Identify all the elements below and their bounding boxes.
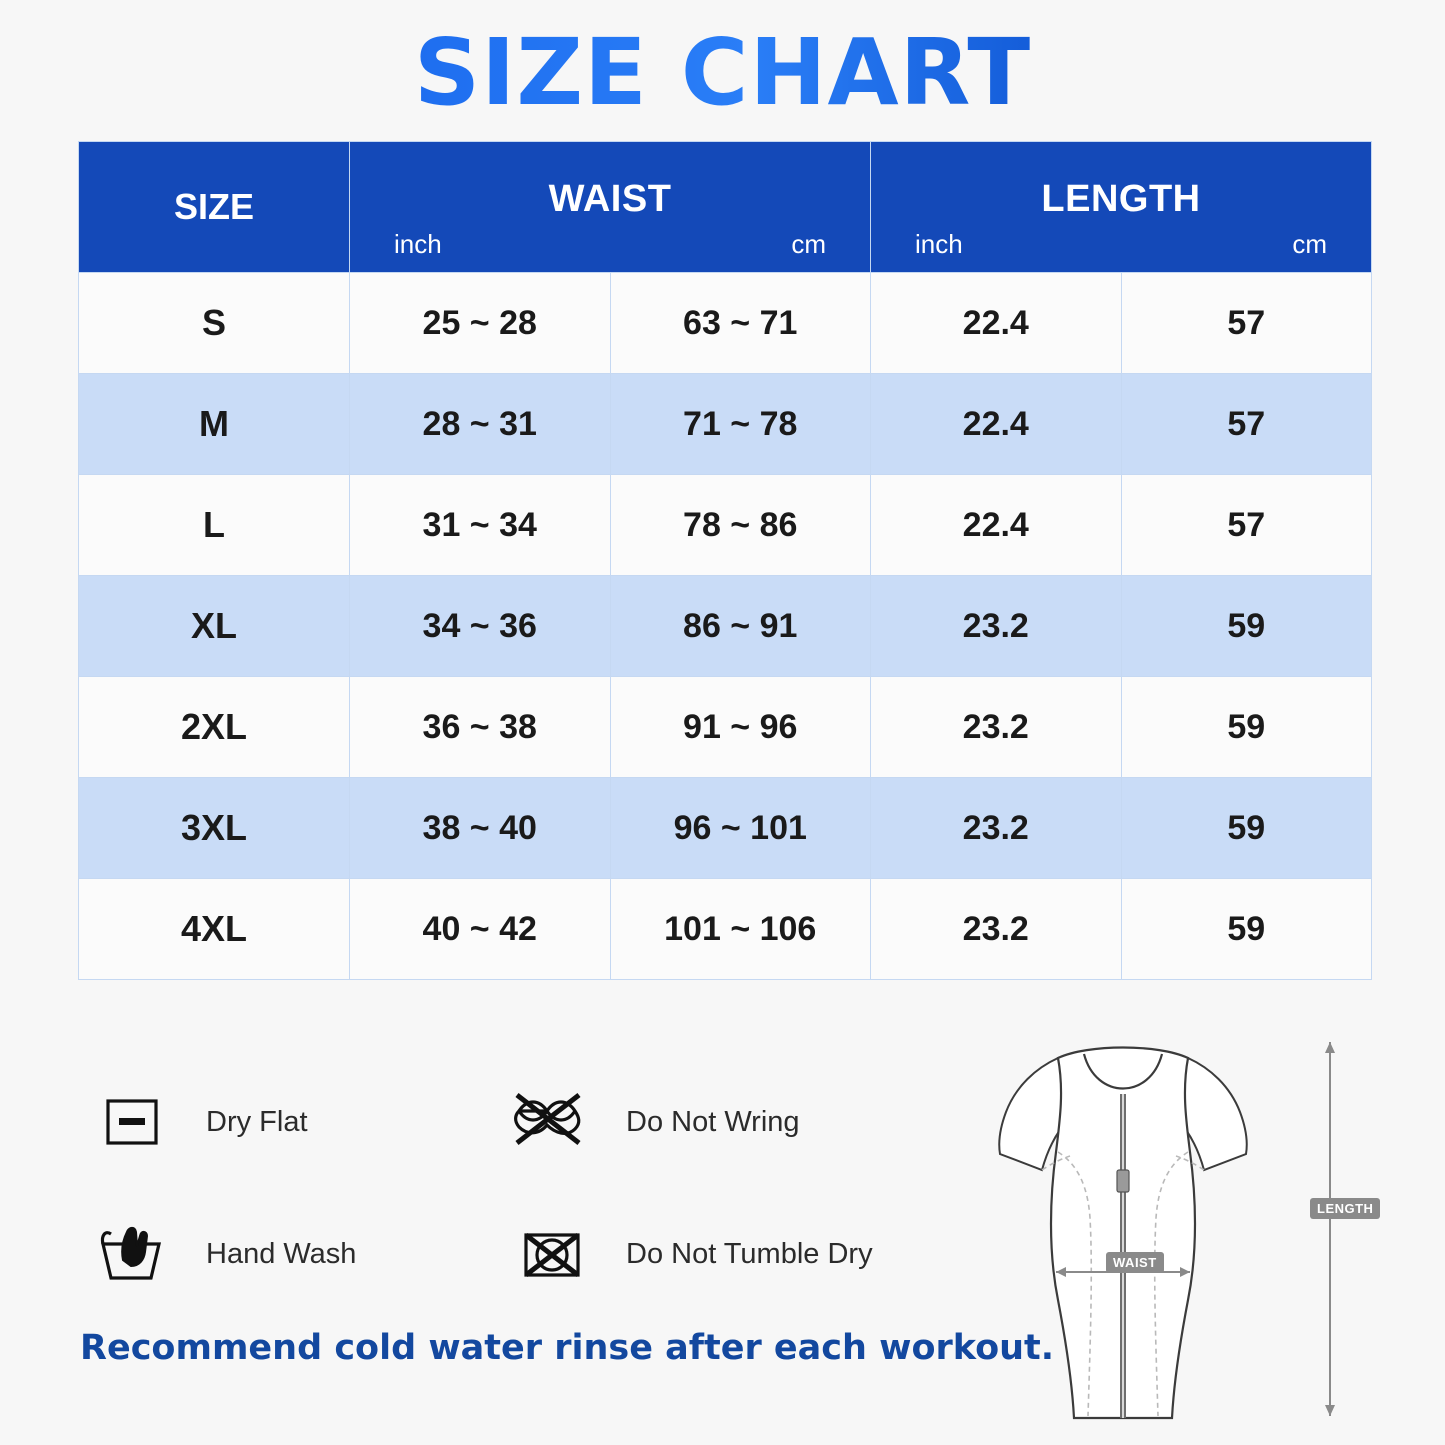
care-instructions-grid (86, 1056, 956, 1320)
cell-waist-inch: 36 ~ 38 (350, 677, 611, 778)
do-not-tumble-dry-icon (506, 1208, 598, 1300)
table-row (79, 778, 1372, 879)
cell-waist-inch: 31 ~ 34 (350, 475, 611, 576)
dry-flat-icon (86, 1076, 178, 1168)
cell-size: 3XL (79, 778, 350, 879)
length-unit-cm: cm (1292, 229, 1327, 260)
cell-waist-cm: 86 ~ 91 (610, 576, 871, 677)
care-note: Recommend cold water rinse after each workout. (80, 1328, 1055, 1368)
table-head (79, 142, 1372, 273)
cell-waist-cm: 63 ~ 71 (610, 273, 871, 374)
column-header-length-units (871, 221, 1371, 260)
cell-length-inch: 23.2 (871, 778, 1122, 879)
care-label-dry-flat: Dry Flat (206, 1105, 308, 1138)
cell-waist-cm: 78 ~ 86 (610, 475, 871, 576)
table-row (79, 677, 1372, 778)
length-unit-inch: inch (915, 229, 963, 260)
cell-size: S (79, 273, 350, 374)
table-body (79, 273, 1372, 980)
column-header-waist (350, 142, 871, 273)
cell-waist-inch: 34 ~ 36 (350, 576, 611, 677)
care-and-diagram-section (78, 1028, 1374, 1418)
table-row (79, 576, 1372, 677)
care-item-do-not-tumble-dry (506, 1208, 926, 1300)
cell-waist-cm: 101 ~ 106 (610, 879, 871, 980)
care-row-2 (86, 1188, 956, 1320)
cell-length-inch: 23.2 (871, 576, 1122, 677)
size-chart-table (78, 141, 1372, 980)
cell-waist-inch: 28 ~ 31 (350, 374, 611, 475)
cell-waist-cm: 71 ~ 78 (610, 374, 871, 475)
column-header-waist-units (350, 221, 870, 260)
cell-length-cm: 59 (1121, 778, 1372, 879)
cell-length-cm: 57 (1121, 273, 1372, 374)
hand-wash-icon (86, 1208, 178, 1300)
column-header-length (871, 142, 1372, 273)
care-label-hand-wash: Hand Wash (206, 1237, 357, 1270)
column-header-waist-label: WAIST (548, 178, 672, 221)
cell-size: 4XL (79, 879, 350, 980)
garment-diagram (938, 1020, 1374, 1430)
length-measure-tag: LENGTH (1310, 1198, 1380, 1219)
cell-waist-inch: 38 ~ 40 (350, 778, 611, 879)
cell-length-inch: 23.2 (871, 879, 1122, 980)
waist-unit-inch: inch (394, 229, 442, 260)
do-not-wring-icon (506, 1076, 598, 1168)
column-header-size: SIZE (79, 142, 350, 273)
waist-unit-cm: cm (791, 229, 826, 260)
column-header-length-label: LENGTH (1041, 178, 1201, 221)
cell-length-cm: 59 (1121, 879, 1372, 980)
care-item-do-not-wring (506, 1076, 926, 1168)
page-title: SIZE CHART (0, 0, 1445, 123)
cell-waist-cm: 96 ~ 101 (610, 778, 871, 879)
waist-measure-tag: WAIST (1106, 1252, 1164, 1273)
cell-length-inch: 22.4 (871, 475, 1122, 576)
care-label-do-not-wring: Do Not Wring (626, 1105, 800, 1138)
table-header-row (79, 142, 1372, 273)
cell-length-cm: 59 (1121, 576, 1372, 677)
table-row (79, 273, 1372, 374)
cell-size: M (79, 374, 350, 475)
care-item-dry-flat (86, 1076, 506, 1168)
cell-length-cm: 57 (1121, 475, 1372, 576)
cell-size: 2XL (79, 677, 350, 778)
care-label-do-not-tumble-dry: Do Not Tumble Dry (626, 1237, 873, 1270)
care-item-hand-wash (86, 1208, 506, 1300)
table-row (79, 475, 1372, 576)
cell-size: L (79, 475, 350, 576)
table-row (79, 879, 1372, 980)
size-chart-table-container (78, 141, 1367, 980)
cell-length-cm: 59 (1121, 677, 1372, 778)
cell-length-inch: 22.4 (871, 374, 1122, 475)
cell-waist-inch: 25 ~ 28 (350, 273, 611, 374)
cell-waist-inch: 40 ~ 42 (350, 879, 611, 980)
table-row (79, 374, 1372, 475)
care-row-1 (86, 1056, 956, 1188)
cell-length-inch: 22.4 (871, 273, 1122, 374)
cell-length-inch: 23.2 (871, 677, 1122, 778)
cell-waist-cm: 91 ~ 96 (610, 677, 871, 778)
cell-size: XL (79, 576, 350, 677)
cell-length-cm: 57 (1121, 374, 1372, 475)
